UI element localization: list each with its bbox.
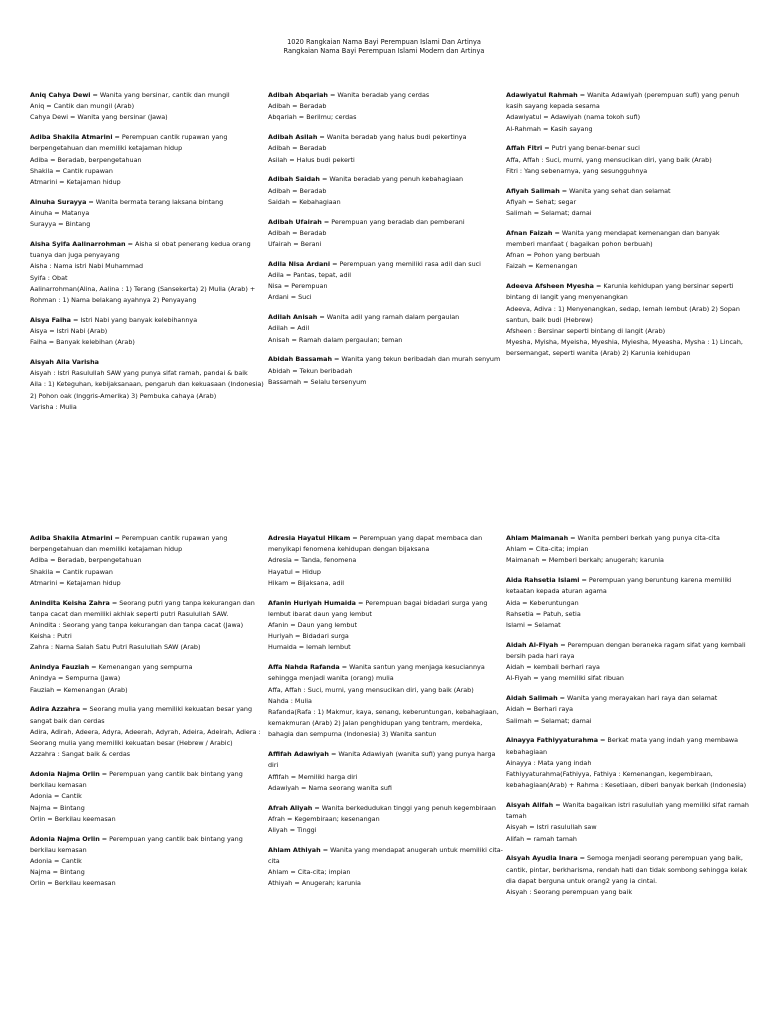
name-entry	[30, 598, 268, 654]
name-title: Anindya Fauziah	[30, 663, 90, 672]
name-title: Adibah Abqariah	[268, 91, 328, 99]
name-entry	[506, 281, 750, 359]
name-title: Adonia Najma Orlin	[30, 770, 100, 779]
name-part-meaning: Nisa = Perempuan	[268, 282, 328, 291]
entry-heading-line	[268, 174, 506, 185]
name-part-meaning: Atmarini = Ketajaman hidup	[30, 578, 121, 587]
name-entry	[30, 315, 268, 349]
name-title: Adeeva Afsheen Myesha	[506, 282, 594, 291]
name-part-meaning: Aniq = Cantik dan mungil (Arab)	[30, 102, 135, 111]
name-part-meaning: Aisha : Nama istri Nabi Muhammad	[30, 262, 144, 271]
entry-heading-line	[506, 693, 750, 704]
name-part-meaning: Afnan = Pohon yang berbuah	[506, 251, 600, 260]
names-section-1	[30, 90, 744, 422]
name-part-meaning: Afanin = Daun yang lembut	[268, 621, 357, 630]
name-part-meaning: Abqariah = Berilmu; cerdas	[268, 113, 357, 122]
name-entry	[30, 239, 268, 306]
name-part-meaning: Humaida = lemah lembut	[268, 643, 351, 652]
name-part-meaning: Adiba = Beradab, berpengetahuan	[30, 155, 142, 164]
name-title: Affa Nahda Rafanda	[268, 663, 340, 672]
entry-heading-line	[30, 132, 268, 154]
name-meaning: = Wanita beradab yang halus budi pekertinya	[317, 133, 467, 142]
name-part-meaning: Fitri : Yang sebenarnya, yang sesungguhnya	[506, 166, 648, 175]
name-meaning: = Wanita adil yang ramah dalam pergaulan	[317, 313, 460, 322]
name-part-meaning: Myesha, Myisha, Myeisha, Myeshia, Myiesha, Myeasha, Mysha : 1) Lincah, bersemangat, seperti wanita (Arab) 2) Karunia kehidupan	[506, 338, 743, 358]
column-2	[268, 533, 506, 907]
name-meaning: = Putri yang benar-benar suci	[542, 144, 640, 153]
name-part-meaning: Shakila = Cantik rupawan	[30, 567, 113, 576]
name-meaning: = Wanita Adawiyah (wanita sufi) yang punya harga diri	[268, 750, 496, 770]
names-section-2	[30, 533, 749, 907]
name-part-meaning: Hayatul = Hidup	[268, 567, 321, 576]
name-meaning: = Semoga menjadi seorang perempuan yang baik, cantik, pintar, berkharisma, rendah hati dan tidak sombong sehingga kelak dia dapat berguna untuk orang2 yang ia cintai.	[506, 854, 748, 885]
name-part-meaning: Atmarini = Ketajaman hidup	[30, 178, 121, 187]
name-title: Ahlam Maimanah	[506, 534, 569, 542]
name-title: Anindita Keisha Zahra	[30, 598, 110, 607]
entry-heading-line	[268, 259, 506, 270]
name-entry	[268, 312, 506, 346]
name-entry	[268, 598, 506, 654]
name-title: Afrah Aliyah	[268, 803, 313, 812]
entry-heading-line	[268, 312, 506, 323]
name-part-meaning: Bassamah = Selalu tersenyum	[268, 377, 367, 386]
name-part-meaning: Afiyah = Sehat; segar	[506, 197, 577, 206]
name-title: Aidah Salimah	[506, 694, 558, 703]
entry-heading-line	[30, 834, 268, 856]
entry-heading-line	[30, 769, 268, 791]
name-part-meaning: Adilah = Adil	[268, 324, 310, 333]
column-2	[268, 90, 506, 422]
name-entry	[506, 228, 750, 273]
entry-heading-line	[506, 575, 750, 597]
name-part-meaning: Ainayya : Mata yang indah	[506, 758, 592, 767]
name-part-meaning: Anindya = Sempurna (Jawa)	[30, 674, 121, 683]
name-entry	[506, 735, 750, 791]
name-part-meaning: Adawiyatul = Adawiyah (nama tokoh sufi)	[506, 113, 641, 122]
name-part-meaning: Affa, Affah : Suci, murni, yang mensucikan diri, yang baik (Arab)	[506, 155, 712, 164]
name-part-meaning: Azzahra : Sangat baik & cerdas	[30, 750, 131, 759]
name-part-meaning: Athiyah = Anugerah; karunia	[268, 879, 361, 888]
name-part-meaning: Faiha = Banyak kelebihan (Arab)	[30, 338, 135, 347]
entry-heading-line	[268, 132, 506, 143]
name-part-meaning: Faizah = Kemenangan	[506, 262, 578, 271]
entry-heading-line	[268, 803, 506, 814]
name-part-meaning: Adonia = Cantik	[30, 792, 82, 801]
name-entry	[506, 640, 750, 685]
entry-heading-line	[268, 217, 506, 228]
name-meaning: = Wanita beradab yang penuh kebahagiaan	[319, 175, 464, 184]
name-part-meaning: Keisha : Putri	[30, 632, 72, 641]
name-entry	[506, 575, 750, 631]
name-entry	[268, 132, 506, 166]
name-meaning: = Perempuan yang memiliki rasa adil dan suci	[330, 259, 481, 268]
name-meaning: = Berkat mata yang indah yang membawa kebahagiaan	[506, 736, 739, 756]
entry-heading-line	[506, 186, 750, 197]
entry-heading-line	[268, 598, 506, 620]
entry-heading-line	[268, 354, 506, 365]
entry-heading-line	[506, 228, 750, 250]
entry-heading-line	[506, 853, 750, 887]
name-part-meaning: Syifa : Obat	[30, 273, 68, 282]
name-part-meaning: Adiba = Beradab, berpengetahuan	[30, 556, 142, 565]
entry-heading-line	[506, 735, 750, 757]
name-meaning: = Seorang putri yang tanpa kekurangan dan tanpa cacat dan memiliki akhlak seperti putri Rasulullah SAW.	[30, 598, 255, 618]
name-entry	[268, 217, 506, 251]
name-part-meaning: Anindita : Seorang yang tanpa kekurangan dan tanpa cacat (Jawa)	[30, 621, 244, 630]
name-part-meaning: Orlin = Berkilau keemasan	[30, 879, 116, 888]
name-meaning: = Wanita yang bersinar, cantik dan mungil	[90, 91, 230, 99]
name-part-meaning: Adibah = Beradab	[268, 186, 327, 195]
name-meaning: = Wanita bagaikan istri rasulullah yang memiliki sifat ramah tamah	[506, 801, 749, 821]
name-entry	[30, 197, 268, 231]
name-part-meaning: Ardani = Suci	[268, 293, 312, 302]
name-part-meaning: Fathiyyaturahma(Fathiyya, Fathiya : Kemenangan, kegembiraan, kebahagiaan(Arab) + Rahma : Kesetiaan, diberi banyak berkah (Indonesia)	[506, 770, 747, 790]
name-part-meaning: Adeeva, Adiva : 1) Menyenangkan, sedap, lemah lembut (Arab) 2) Sopan santun, baik budi (Hebrew)	[506, 304, 740, 324]
name-title: Affah Fitri	[506, 144, 543, 153]
name-title: Adresia Hayatul Hikam	[268, 534, 351, 542]
name-part-meaning: Ahlam = Cita-cita; impian	[268, 868, 351, 877]
name-part-meaning: Ahlam = Cita-cita; impian	[506, 545, 589, 554]
name-part-meaning: Anisah = Ramah dalam pergaulan; teman	[268, 335, 403, 344]
name-title: Adiba Shakila Atmarini	[30, 534, 113, 542]
column-1	[30, 90, 268, 422]
name-meaning: = Seorang mulia yang memiliki kekuatan besar yang sangat baik dan cerdas	[30, 705, 253, 725]
name-title: Abidah Bassamah	[268, 355, 332, 364]
name-part-meaning: Adresia = Tanda, fenomena	[268, 556, 357, 565]
name-part-meaning: Adawiyah = Nama seorang wanita sufi	[268, 783, 392, 792]
name-meaning: = Perempuan yang cantik bak bintang yang berkilau kemasan	[30, 770, 243, 790]
name-part-meaning: Aisyah = Istri rasulullah saw	[506, 823, 597, 832]
name-entry	[506, 90, 750, 135]
name-part-meaning: Abidah = Tekun beribadah	[268, 366, 353, 375]
name-part-meaning: Aisyah : Seorang perempuan yang baik	[506, 888, 633, 897]
name-meaning: = Perempuan cantik rupawan yang berpengetahuan dan memiliki ketajaman hidup	[30, 534, 228, 554]
name-part-meaning: Aila : 1) Keteguhan, kebijaksanaan, pengaruh dan kekuasaan (Indonesia) 2) Pohon oak (Inggris-Amerika) 3) Pembuka cahaya (Arab)	[30, 380, 264, 400]
name-title: Aisyah Alifah	[506, 801, 554, 810]
name-title: Ainuha Surayya	[30, 197, 87, 206]
name-meaning: = Perempuan yang dapat membaca dan menyikapi fenomena kehidupan dengan bijaksana	[268, 534, 483, 554]
entry-heading-line	[30, 315, 268, 326]
name-part-meaning: Affa, Affah : Suci, murni, yang mensucikan diri, yang baik (Arab)	[268, 685, 474, 694]
name-meaning: = Perempuan bagai bidadari surga yang lembut ibarat daun yang lembut	[268, 598, 488, 618]
name-meaning: = Wanita santun yang menjaga kesuciannya sehingga menjadi wanita (orang) mulia	[268, 663, 485, 683]
name-part-meaning: Afrah = Kegembiraan; kesenangan	[268, 814, 380, 823]
name-entry	[268, 845, 506, 890]
name-title: Aisyah Ayudia Inara	[506, 854, 578, 863]
name-part-meaning: Aisya = Istri Nabi (Arab)	[30, 327, 108, 336]
name-title: Ahlam Athiyah	[268, 845, 321, 854]
name-entry	[30, 834, 268, 890]
entry-heading-line	[268, 662, 506, 684]
name-title: Ainayya Fathiyyaturahma	[506, 736, 599, 745]
name-entry	[30, 90, 268, 124]
name-title: Aisyah Aila Varisha	[30, 358, 99, 367]
name-part-meaning: Adibah = Beradab	[268, 102, 327, 111]
entry-heading-line	[506, 90, 750, 112]
entry-heading-line	[30, 239, 268, 261]
name-part-meaning: Asilah = Halus budi pekerti	[268, 155, 355, 164]
name-meaning: = Perempuan yang beradab dan pemberani	[321, 217, 465, 226]
name-part-meaning: Huriyah = Bidadari surga	[268, 632, 349, 641]
name-part-meaning: Alifah = ramah tamah	[506, 834, 577, 843]
name-part-meaning: Adonia = Cantik	[30, 857, 82, 866]
name-entry	[268, 662, 506, 740]
name-meaning: = Wanita yang merayakan hari raya dan selamat	[557, 694, 718, 703]
name-part-meaning: Rafanda(Rafa : 1) Makmur, kaya, senang, keberuntungan, kebahagiaan, kemakmuran (Arab) 2) Jalan penghidupan yang tentram, merdeka, bahagia dan sempurna (Indonesia) 3) Wanita santun	[268, 708, 499, 739]
entry-heading-line	[30, 598, 268, 620]
name-title: Aidah Al-Fiyah	[506, 640, 559, 649]
name-entry	[30, 704, 268, 760]
name-title: Adawiyatul Rahmah	[506, 91, 578, 99]
entry-heading-line	[30, 533, 268, 555]
name-meaning: = Wanita beradab yang cerdas	[327, 91, 430, 99]
name-part-meaning: Islami = Selamat	[506, 621, 561, 630]
name-part-meaning: Salimah = Selamat; damai	[506, 209, 592, 218]
name-entry	[268, 533, 506, 589]
column-1	[30, 533, 268, 907]
name-part-meaning: Surayya = Bintang	[30, 220, 91, 229]
name-part-meaning: Zahra : Nama Salah Satu Putri Rasulullah SAW (Arab)	[30, 643, 201, 652]
name-meaning: = Wanita Adawiyah (perempuan sufi) yang penuh kasih sayang kepada sesama	[506, 91, 740, 111]
name-meaning: = Wanita pemberi berkah yang punya cita-cita	[568, 534, 720, 542]
name-meaning: = Karunia kehidupan yang bersinar seperti bintang di langit yang menyenangkan	[506, 282, 734, 302]
entry-heading-line	[506, 640, 750, 662]
name-meaning: = Aisha si obat penerang kedua orang tuanya dan juga penyayang	[30, 240, 251, 260]
entry-heading-line	[506, 143, 750, 154]
name-meaning: = Istri Nabi yang banyak kelebihannya	[71, 315, 198, 324]
name-part-meaning: Shakila = Cantik rupawan	[30, 166, 113, 175]
name-part-meaning: Hikam = Bijaksana, adil	[268, 578, 345, 587]
entry-heading-line	[506, 800, 750, 822]
column-3	[506, 90, 750, 422]
name-entry	[506, 800, 750, 845]
name-title: Aniq Cahya Dewi	[30, 91, 91, 99]
name-meaning: = Wanita yang mendapat anugerah untuk memiliki cita-cita	[268, 845, 503, 866]
name-meaning: = Perempuan yang cantik bak bintang yang berkilau kemasan	[30, 834, 243, 854]
name-entry	[30, 533, 268, 589]
name-title: Aisya Faiha	[30, 315, 71, 324]
name-part-meaning: Orlin = Berkilau keemasan	[30, 814, 116, 823]
name-entry	[30, 662, 268, 696]
name-part-meaning: Adibah = Beradab	[268, 228, 327, 237]
name-entry	[506, 143, 750, 177]
name-part-meaning: Fauziah = Kemenangan (Arab)	[30, 685, 128, 694]
document-header	[0, 38, 768, 56]
name-part-meaning: Al-Rahmah = Kasih sayang	[506, 124, 593, 133]
name-part-meaning: Najma = Bintang	[30, 868, 85, 877]
title-line-2: Rangkaian Nama Bayi Perempuan Islami Modern dan Artinya	[283, 47, 485, 55]
name-meaning: = Perempuan yang beruntung karena memiliki ketaatan kepada aturan agama	[506, 576, 732, 596]
name-part-meaning: Adibah = Beradab	[268, 144, 327, 153]
name-entry	[268, 803, 506, 837]
name-entry	[506, 186, 750, 220]
name-title: Adibah Ufairah	[268, 217, 322, 226]
name-part-meaning: Maimanah = Memberi berkah; anugerah; karunia	[506, 556, 664, 565]
name-meaning: = Wanita yang tekun beribadah dan murah senyum	[332, 355, 501, 364]
entry-heading-line	[30, 662, 268, 673]
name-entry	[30, 769, 268, 825]
name-entry	[268, 259, 506, 304]
name-part-meaning: Adila = Pantas, tepat, adil	[268, 271, 352, 280]
entry-heading-line	[30, 357, 268, 368]
entry-heading-line	[268, 845, 506, 867]
name-part-meaning: Cahya Dewi = Wanita yang bersinar (Jawa)	[30, 113, 168, 122]
name-part-meaning: Saidah = Kebahagiaan	[268, 197, 341, 206]
entry-heading-line	[268, 749, 506, 771]
name-part-meaning: Aalinarrohman(Alina, Aalina : 1) Terang (Sansekerta) 2) Mulia (Arab) + Rohman : 1) Nama belakang ayahnya 2) Penyayang	[30, 284, 256, 305]
name-entry	[506, 853, 750, 898]
name-title: Afiyah Salimah	[506, 186, 560, 195]
name-title: Adila Nisa Ardani	[268, 259, 331, 268]
name-part-meaning: Varisha : Mulia	[30, 402, 77, 411]
name-title: Aisha Syifa Aalinarrohman	[30, 240, 126, 249]
name-part-meaning: Najma = Bintang	[30, 803, 85, 812]
name-title: Affifah Adawiyah	[268, 750, 329, 759]
name-entry	[268, 354, 506, 388]
entry-heading-line	[268, 90, 506, 101]
name-part-meaning: Aidah = Berhari raya	[506, 705, 574, 714]
name-part-meaning: Aida = Keberuntungan	[506, 598, 579, 607]
entry-heading-line	[30, 704, 268, 726]
name-part-meaning: Affifah = Memiliki harga diri	[268, 772, 358, 781]
name-title: Adiba Shakila Atmarini	[30, 133, 113, 142]
name-meaning: = Perempuan cantik rupawan yang berpengetahuan dan memiliki ketajaman hidup	[30, 133, 228, 153]
column-3	[506, 533, 750, 907]
entry-heading-line	[506, 533, 750, 544]
name-meaning: = Wanita bermata terang laksana bintang	[86, 197, 224, 206]
name-meaning: = Wanita yang mendapat kemenangan dan banyak memberi manfaat ( bagaikan pohon berbuah)	[506, 228, 720, 249]
name-part-meaning: Ainuha = Matanya	[30, 209, 90, 218]
name-part-meaning: Adira, Adirah, Adeera, Adyra, Adeerah, Adyrah, Adeira, Adeirah, Adiera : Seorang mulia yang memiliki kekuatan besar (Hebrew / Arabic)	[30, 727, 261, 748]
name-entry	[268, 174, 506, 208]
name-title: Aida Rahsetia Islami	[506, 576, 580, 585]
name-title: Afnan Faizah	[506, 228, 553, 237]
name-title: Adilah Anisah	[268, 313, 318, 322]
name-title: Adibah Saidah	[268, 175, 320, 184]
name-part-meaning: Al-Fiyah = yang memiliki sifat ribuan	[506, 674, 624, 683]
name-part-meaning: Aidah = kembali berhari raya	[506, 663, 600, 672]
name-entry	[506, 693, 750, 727]
name-entry	[268, 90, 506, 124]
name-part-meaning: Ufairah = Berani	[268, 240, 322, 249]
entry-heading-line	[30, 90, 268, 101]
entry-heading-line	[268, 533, 506, 555]
name-title: Adibah Asilah	[268, 133, 318, 142]
name-entry	[30, 132, 268, 188]
name-part-meaning: Rahsetia = Patuh, setia	[506, 609, 581, 618]
name-part-meaning: Salimah = Selamat; damai	[506, 716, 592, 725]
name-title: Adira Azzahra	[30, 705, 81, 714]
name-part-meaning: Aliyah = Tinggi	[268, 826, 317, 835]
name-meaning: = Kemenangan yang sempurna	[89, 663, 193, 672]
name-entry	[268, 749, 506, 794]
name-part-meaning: Afsheen : Bersinar seperti bintang di langit (Arab)	[506, 327, 666, 336]
name-part-meaning: Nahda : Mulia	[268, 696, 312, 705]
name-entry	[506, 533, 750, 567]
name-meaning: = Perempuan dengan beraneka ragam sifat yang kembali bersih pada hari raya	[506, 640, 746, 661]
name-title: Adonia Najma Orlin	[30, 834, 100, 843]
title-line-1: 1020 Rangkaian Nama Bayi Perempuan Islami Dan Artinya	[287, 38, 481, 46]
name-part-meaning: Aisyah : Istri Rasulullah SAW yang punya sifat ramah, pandai & baik	[30, 369, 248, 378]
name-meaning: = Wanita yang sehat dan selamat	[559, 186, 671, 195]
entry-heading-line	[506, 281, 750, 303]
name-meaning: = Wanita berkedudukan tinggi yang penuh kegembiraan	[312, 803, 496, 812]
name-entry	[30, 357, 268, 413]
name-title: Afanin Huriyah Humaida	[268, 598, 356, 607]
entry-heading-line	[30, 197, 268, 208]
